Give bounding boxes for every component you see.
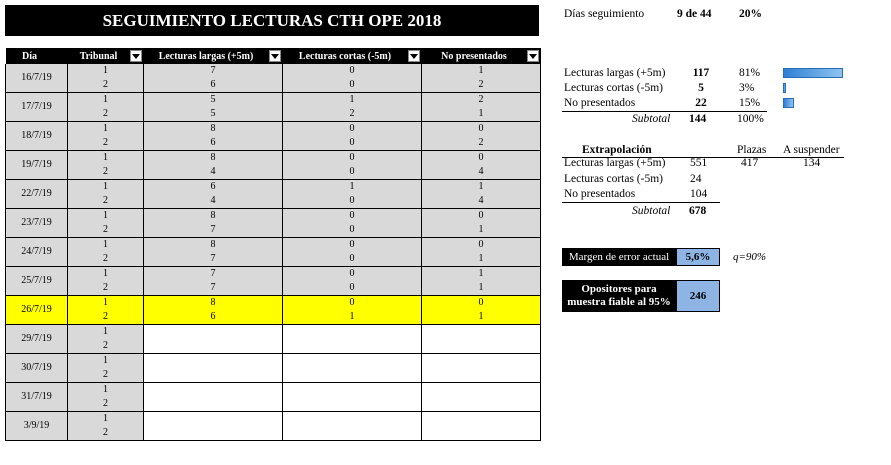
tribunal-cell[interactable]: 2 <box>68 310 144 325</box>
seguimiento-pct: 20% <box>739 8 762 20</box>
largas-cell[interactable]: 6 <box>144 310 283 325</box>
table-row <box>6 107 541 122</box>
tribunal-cell[interactable]: 2 <box>68 397 144 412</box>
table-row <box>6 368 541 383</box>
table-row <box>6 310 541 325</box>
tribunal-cell[interactable]: 1 <box>68 122 144 137</box>
cortas-cell[interactable]: 0 <box>283 296 422 311</box>
largas-cell[interactable]: 5 <box>144 93 283 108</box>
date-cell[interactable]: 3/9/19 <box>6 412 68 441</box>
no-presentados-cell[interactable]: 1 <box>422 107 541 122</box>
summary-pct: 3% <box>739 82 755 94</box>
cortas-cell[interactable]: 1 <box>283 93 422 108</box>
extrapolacion-title: Extrapolación <box>582 144 652 156</box>
divider <box>562 202 720 203</box>
extrap-label: Lecturas cortas (-5m) <box>564 173 663 185</box>
tribunal-cell[interactable]: 2 <box>68 107 144 122</box>
sort-icon[interactable]: ▼↑ <box>48 49 64 60</box>
table-row <box>6 296 541 311</box>
filter-dropdown-icon[interactable] <box>527 50 539 62</box>
extrap-subtotal-value: 678 <box>689 205 707 217</box>
largas-cell[interactable] <box>144 368 283 383</box>
largas-cell[interactable]: 8 <box>144 238 283 253</box>
col-header-tribunal[interactable]: Tribunal <box>68 48 144 64</box>
tribunal-cell[interactable]: 2 <box>68 252 144 267</box>
table-row <box>6 339 541 354</box>
largas-cell[interactable]: 8 <box>144 151 283 166</box>
tribunal-cell[interactable]: 2 <box>68 165 144 180</box>
extrap-label: Lecturas largas (+5m) <box>564 157 666 169</box>
no-presentados-cell[interactable]: 0 <box>422 238 541 253</box>
no-presentados-cell[interactable] <box>422 426 541 441</box>
tribunal-cell[interactable]: 1 <box>68 93 144 108</box>
seguimiento-days: 9 de 44 <box>677 8 712 20</box>
largas-cell[interactable]: 7 <box>144 281 283 296</box>
largas-cell[interactable] <box>144 354 283 369</box>
cortas-cell[interactable]: 0 <box>283 281 422 296</box>
cortas-cell[interactable]: 0 <box>283 209 422 224</box>
tribunal-cell[interactable]: 1 <box>68 267 144 282</box>
table-row <box>6 223 541 238</box>
largas-cell[interactable]: 7 <box>144 64 283 78</box>
table-row <box>6 281 541 296</box>
no-presentados-cell[interactable] <box>422 354 541 369</box>
cortas-cell[interactable]: 1 <box>283 310 422 325</box>
cortas-cell[interactable]: 0 <box>283 136 422 151</box>
cortas-cell[interactable]: 0 <box>283 252 422 267</box>
cortas-cell[interactable]: 0 <box>283 122 422 137</box>
opositores-value: 246 <box>676 280 720 312</box>
no-presentados-cell[interactable]: 0 <box>422 122 541 137</box>
summary-pct: 15% <box>739 97 761 109</box>
summary-label: No presentados <box>564 97 636 109</box>
no-presentados-cell[interactable] <box>422 325 541 340</box>
date-cell[interactable]: 16/7/19 <box>6 64 68 93</box>
tribunal-cell[interactable]: 1 <box>68 209 144 224</box>
largas-cell[interactable]: 4 <box>144 165 283 180</box>
no-presentados-cell[interactable]: 2 <box>422 93 541 108</box>
no-presentados-cell[interactable]: 0 <box>422 296 541 311</box>
opositores-label-1: Opositores para <box>581 283 657 295</box>
filter-dropdown-icon[interactable] <box>130 50 142 62</box>
tribunal-cell[interactable]: 1 <box>68 151 144 166</box>
no-presentados-cell[interactable]: 4 <box>422 165 541 180</box>
no-presentados-cell[interactable]: 1 <box>422 281 541 296</box>
tribunal-cell[interactable]: 2 <box>68 136 144 151</box>
summary-count: 5 <box>698 82 704 94</box>
date-cell[interactable]: 24/7/19 <box>6 238 68 267</box>
summary-bar <box>783 83 786 93</box>
col-header-cortas[interactable]: Lecturas cortas (-5m) <box>283 48 422 64</box>
cortas-cell[interactable]: 0 <box>283 78 422 93</box>
table-row <box>6 267 541 282</box>
table-row <box>6 93 541 108</box>
tribunal-cell[interactable]: 1 <box>68 64 144 78</box>
table-row <box>6 136 541 151</box>
no-presentados-cell[interactable]: 4 <box>422 194 541 209</box>
suspender-header: A suspender <box>783 144 840 156</box>
cortas-cell[interactable] <box>283 426 422 441</box>
summary-bar <box>783 68 843 78</box>
tribunal-cell[interactable]: 1 <box>68 354 144 369</box>
filter-dropdown-icon[interactable] <box>408 50 420 62</box>
table-row <box>6 209 541 224</box>
no-presentados-cell[interactable] <box>422 339 541 354</box>
tribunal-cell[interactable]: 2 <box>68 194 144 209</box>
table-row <box>6 426 541 441</box>
summary-pct: 81% <box>739 67 761 79</box>
table-row <box>6 194 541 209</box>
summary-count: 22 <box>695 97 707 109</box>
cortas-cell[interactable]: 0 <box>283 194 422 209</box>
date-cell[interactable]: 30/7/19 <box>6 354 68 383</box>
page-title: SEGUIMIENTO LECTURAS CTH OPE 2018 <box>5 5 539 36</box>
table-row <box>6 180 541 195</box>
table-row <box>6 354 541 369</box>
no-presentados-cell[interactable]: 0 <box>422 151 541 166</box>
no-presentados-cell[interactable]: 1 <box>422 223 541 238</box>
extrap-subtotal-label: Subtotal <box>632 205 671 217</box>
summary-label: Lecturas largas (+5m) <box>564 67 666 79</box>
tribunal-cell[interactable]: 2 <box>68 426 144 441</box>
cortas-cell[interactable] <box>283 368 422 383</box>
largas-cell[interactable]: 5 <box>144 107 283 122</box>
table-row <box>6 151 541 166</box>
date-cell[interactable]: 29/7/19 <box>6 325 68 354</box>
largas-cell[interactable]: 6 <box>144 136 283 151</box>
tribunal-cell[interactable]: 1 <box>68 383 144 398</box>
no-presentados-cell[interactable] <box>422 383 541 398</box>
plazas-header: Plazas <box>737 144 767 156</box>
summary-count: 117 <box>692 67 710 79</box>
extrap-plazas: 417 <box>741 157 759 169</box>
opositores-label <box>562 280 676 312</box>
largas-cell[interactable] <box>144 412 283 427</box>
largas-cell[interactable]: 7 <box>144 267 283 282</box>
table-row <box>6 252 541 267</box>
cortas-cell[interactable] <box>283 325 422 340</box>
tribunal-cell[interactable]: 2 <box>68 281 144 296</box>
extrap-value: 551 <box>690 157 708 169</box>
no-presentados-cell[interactable]: 1 <box>422 267 541 282</box>
cortas-cell[interactable]: 0 <box>283 165 422 180</box>
tribunal-cell[interactable]: 2 <box>68 368 144 383</box>
tribunal-cell[interactable]: 2 <box>68 78 144 93</box>
largas-cell[interactable] <box>144 426 283 441</box>
no-presentados-cell[interactable] <box>422 397 541 412</box>
extrap-value: 24 <box>690 173 702 185</box>
table-row <box>6 325 541 340</box>
opositores-label-2: muestra fiable al 95% <box>567 296 671 308</box>
no-presentados-cell[interactable]: 1 <box>422 310 541 325</box>
table-row <box>6 122 541 137</box>
date-cell[interactable]: 18/7/19 <box>6 122 68 151</box>
cortas-cell[interactable]: 1 <box>283 180 422 195</box>
cortas-cell[interactable]: 0 <box>283 64 422 78</box>
no-presentados-cell[interactable]: 1 <box>422 64 541 78</box>
date-cell[interactable]: 26/7/19 <box>6 296 68 325</box>
date-cell[interactable]: 31/7/19 <box>6 383 68 412</box>
table-row <box>6 165 541 180</box>
cortas-cell[interactable] <box>283 397 422 412</box>
col-header-no-presentados[interactable]: No presentados <box>422 48 541 64</box>
subtotal-count: 144 <box>689 113 707 125</box>
extrap-suspender: 134 <box>803 157 821 169</box>
largas-cell[interactable]: 8 <box>144 209 283 224</box>
summary-bar <box>783 98 794 108</box>
tribunal-cell[interactable]: 2 <box>68 339 144 354</box>
date-cell[interactable]: 22/7/19 <box>6 180 68 209</box>
filter-dropdown-icon[interactable] <box>269 50 281 62</box>
cortas-cell[interactable] <box>283 412 422 427</box>
cortas-cell[interactable]: 2 <box>283 107 422 122</box>
date-cell[interactable]: 25/7/19 <box>6 267 68 296</box>
tribunal-cell[interactable]: 2 <box>68 223 144 238</box>
tribunal-cell[interactable]: 1 <box>68 412 144 427</box>
table-row <box>6 397 541 412</box>
extrap-value: 104 <box>690 188 708 200</box>
largas-cell[interactable]: 7 <box>144 252 283 267</box>
no-presentados-cell[interactable]: 1 <box>422 180 541 195</box>
divider <box>562 111 767 112</box>
no-presentados-cell[interactable]: 2 <box>422 78 541 93</box>
no-presentados-cell[interactable]: 0 <box>422 209 541 224</box>
tribunal-cell[interactable]: 1 <box>68 325 144 340</box>
table-row <box>6 383 541 398</box>
largas-cell[interactable]: 4 <box>144 194 283 209</box>
largas-cell[interactable]: 8 <box>144 122 283 137</box>
no-presentados-cell[interactable] <box>422 412 541 427</box>
margen-value: 5,6% <box>676 248 720 266</box>
extrap-label: No presentados <box>564 188 636 200</box>
cortas-cell[interactable]: 0 <box>283 151 422 166</box>
date-cell[interactable]: 19/7/19 <box>6 151 68 180</box>
margen-label: Margen de error actual <box>562 248 676 266</box>
largas-cell[interactable] <box>144 397 283 412</box>
cortas-cell[interactable] <box>283 354 422 369</box>
largas-cell[interactable] <box>144 383 283 398</box>
lecturas-table <box>5 48 541 441</box>
cortas-cell[interactable] <box>283 383 422 398</box>
cortas-cell[interactable]: 0 <box>283 267 422 282</box>
date-cell[interactable]: 17/7/19 <box>6 93 68 122</box>
cortas-cell[interactable]: 0 <box>283 238 422 253</box>
largas-cell[interactable] <box>144 339 283 354</box>
no-presentados-cell[interactable] <box>422 368 541 383</box>
tribunal-cell[interactable]: 1 <box>68 238 144 253</box>
subtotal-pct: 100% <box>737 113 764 125</box>
tribunal-cell[interactable]: 1 <box>68 180 144 195</box>
largas-cell[interactable]: 8 <box>144 296 283 311</box>
margen-q: q=90% <box>733 251 767 263</box>
largas-cell[interactable]: 6 <box>144 180 283 195</box>
subtotal-label: Subtotal <box>632 113 671 125</box>
table-row <box>6 78 541 93</box>
col-header-dia[interactable]: Día ▼↑ <box>6 48 68 64</box>
cortas-cell[interactable] <box>283 339 422 354</box>
seguimiento-label: Días seguimiento <box>564 8 645 20</box>
largas-cell[interactable] <box>144 325 283 340</box>
largas-cell[interactable]: 7 <box>144 223 283 238</box>
col-header-largas[interactable]: Lecturas largas (+5m) <box>144 48 283 64</box>
table-row <box>6 64 541 78</box>
no-presentados-cell[interactable]: 2 <box>422 136 541 151</box>
cortas-cell[interactable]: 0 <box>283 223 422 238</box>
summary-label: Lecturas cortas (-5m) <box>564 82 663 94</box>
tribunal-cell[interactable]: 1 <box>68 296 144 311</box>
table-row <box>6 238 541 253</box>
largas-cell[interactable]: 6 <box>144 78 283 93</box>
no-presentados-cell[interactable]: 1 <box>422 252 541 267</box>
table-row <box>6 412 541 427</box>
date-cell[interactable]: 23/7/19 <box>6 209 68 238</box>
